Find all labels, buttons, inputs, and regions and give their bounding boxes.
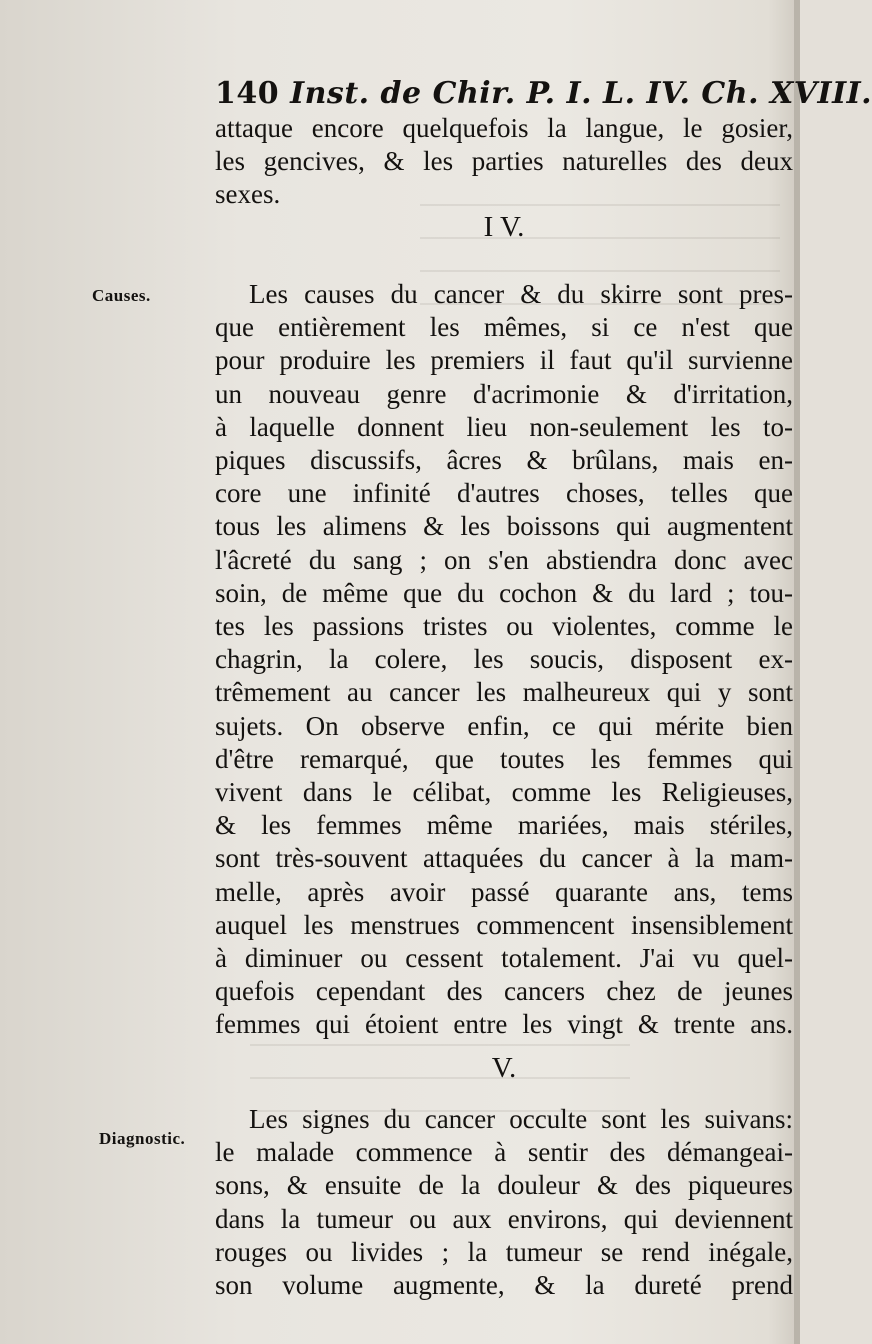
- text-line: trêmement au cancer les malheureux qui y sont: [215, 677, 793, 708]
- page-edge: [794, 0, 800, 1344]
- text-line: un nouveau genre d'acrimonie & d'irritation,: [215, 378, 793, 409]
- text-line: vivent dans le célibat, comme les Religieuses,: [215, 777, 793, 808]
- text-line: sont très-souvent attaquées du cancer à la mam-: [215, 843, 793, 874]
- text-line: le malade commence à sentir des démangeai-: [215, 1137, 793, 1168]
- section-iv-paragraph: [215, 278, 793, 1042]
- text-line: melle, après avoir passé quarante ans, tems: [215, 876, 793, 907]
- text-line: les gencives, & les parties naturelles des deux: [215, 146, 793, 177]
- margin-note-diagnostic: Diagnostic.: [99, 1129, 186, 1148]
- text-line: quefois cependant des cancers chez de jeunes: [215, 976, 793, 1007]
- text-line: core une infinité d'autres choses, telles que: [215, 478, 793, 509]
- text-line: soin, de même que du cochon & du lard ; tou-: [215, 577, 793, 608]
- text-line: femmes qui étoient entre les vingt & trente ans.: [215, 1009, 793, 1040]
- section-heading-v: V.: [491, 1052, 517, 1084]
- text-line: Les signes du cancer occulte sont les suivans:: [249, 1104, 793, 1134]
- running-head-title: Inst. de Chir. P. I. L. IV. Ch. XVIII.: [290, 76, 872, 111]
- running-head: [215, 76, 872, 111]
- text-line: tes les passions tristes ou violentes, comme le: [215, 611, 793, 642]
- text-line: que entièrement les mêmes, si ce n'est que: [215, 312, 793, 343]
- text-line: d'être remarqué, que toutes les femmes qui: [215, 743, 793, 774]
- text-line: tous les alimens & les boissons qui augmentent: [215, 511, 793, 542]
- text-line: piques discussifs, âcres & brûlans, mais en-: [215, 445, 793, 476]
- text-line: dans la tumeur ou aux environs, qui deviennent: [215, 1203, 793, 1234]
- text-line: chagrin, la colere, les soucis, disposent ex-: [215, 644, 793, 675]
- continuation-paragraph: [215, 112, 793, 212]
- text-line: l'âcreté du sang ; on s'en abstiendra donc avec: [215, 544, 793, 575]
- text-line: Les causes du cancer & du skirre sont pres-: [249, 279, 793, 309]
- text-line: rouges ou livides ; la tumeur se rend inégale,: [215, 1236, 793, 1267]
- text-line: son volume augmente, & la dureté prend: [215, 1270, 793, 1301]
- text-line: à diminuer ou cessent totalement. J'ai vu quel-: [215, 943, 793, 974]
- text-line: auquel les menstrues commencent insensiblement: [215, 909, 793, 940]
- section-heading-iv: I V.: [483, 211, 525, 243]
- page-number: 140: [215, 76, 280, 111]
- text-line: sujets. On observe enfin, ce qui mérite bien: [215, 710, 793, 741]
- text-line: attaque encore quelquefois la langue, le gosier,: [215, 113, 793, 143]
- text-line: pour produire les premiers il faut qu'il survienne: [215, 345, 793, 376]
- margin-note-causes: Causes.: [92, 286, 151, 305]
- text-line: sexes.: [215, 179, 281, 210]
- text-line: à laquelle donnent lieu non-seulement les to-: [215, 411, 793, 442]
- text-line: sons, & ensuite de la douleur & des piqueures: [215, 1170, 793, 1201]
- section-v-paragraph: [215, 1103, 793, 1302]
- text-line: & les femmes même mariées, mais stériles,: [215, 810, 793, 841]
